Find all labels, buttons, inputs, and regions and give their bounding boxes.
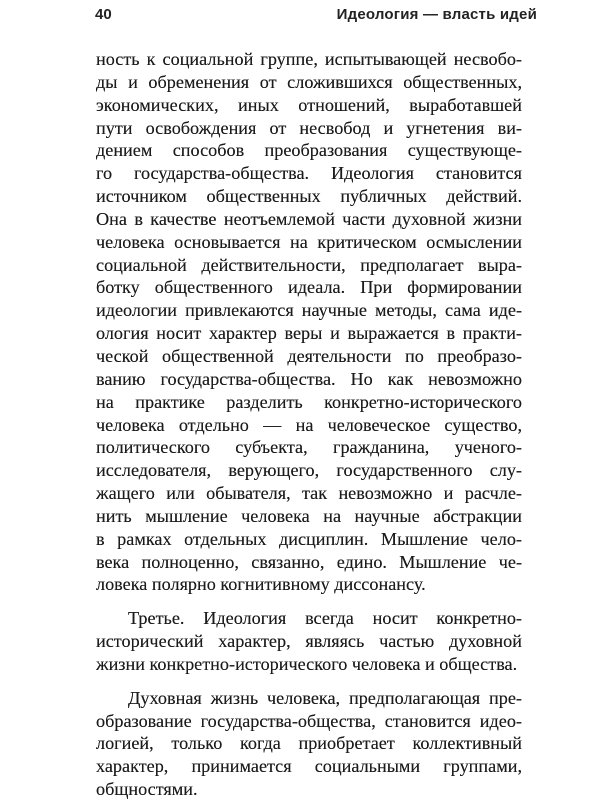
- text-line: человека отдельно — на человеческое существо,: [96, 414, 522, 435]
- text-line: Духовная жизнь человека, предполагающая пре-: [128, 687, 522, 708]
- text-line: ловека полярно когнитивному диссонансу.: [96, 574, 426, 595]
- text-line: го государства-общества. Идеология становится: [96, 163, 522, 184]
- text-line: характер, принимается социальными группами,: [96, 756, 522, 777]
- text-line: нить мышление человека на научные абстракции: [96, 505, 522, 526]
- text-line: образование государства-общества, становится идео-: [96, 710, 522, 731]
- text-line: жизни конкретно-исторического человека и общества.: [96, 653, 518, 674]
- text-line: исторический характер, являясь частью духовной: [96, 631, 522, 652]
- text-line: социальной действительности, предполагает выра-: [96, 254, 522, 275]
- text-line: ванию государства-общества. Но как невозможно: [96, 368, 522, 389]
- text-line: логией, только когда приобретает коллективный: [96, 733, 522, 754]
- paragraph-2: [96, 607, 522, 676]
- text-line: в рамках отдельных дисциплин. Мышление чело-: [96, 528, 522, 549]
- page-number: 40: [95, 6, 112, 23]
- text-line: Она в качестве неотъемлемой части духовной жизни: [96, 208, 522, 229]
- text-line: пути освобождения от несвобод и угнетения ви-: [96, 117, 522, 138]
- text-line: источником общественных публичных действий.: [96, 186, 522, 207]
- text-line: ды и обременения от сложившихся общественных,: [96, 71, 522, 92]
- text-line: общностями.: [96, 779, 198, 800]
- running-head: Идеология — власть идей: [336, 6, 537, 23]
- paragraph-1: [96, 48, 522, 596]
- text-line: политического субъекта, гражданина, ученого-: [96, 437, 522, 458]
- paragraph-3: [96, 687, 522, 801]
- text-line: Третье. Идеология всегда носит конкретно-: [128, 608, 522, 629]
- text-line: ность к социальной группе, испытывающей несвобо-: [96, 49, 522, 69]
- text-line: на практике разделить конкретно-исторического: [96, 391, 522, 412]
- text-line: жащего или обывателя, так невозможно и расчле-: [96, 483, 522, 504]
- text-line: дением способов преобразования существующе-: [96, 140, 522, 161]
- text-line: человека основывается на критическом осмыслении: [96, 231, 522, 252]
- page-header: [95, 6, 537, 30]
- text-line: ческой общественной деятельности по преобразо-: [96, 345, 522, 366]
- body-text: [96, 48, 522, 801]
- text-line: века полноценно, связанно, едино. Мышление че-: [96, 551, 522, 572]
- text-line: ботку общественного идеала. При формировании: [96, 277, 522, 298]
- text-line: экономических, иных отношений, выработавшей: [96, 94, 522, 115]
- text-line: ология носит характер веры и выражается в практи-: [96, 323, 522, 344]
- text-line: исследователя, верующего, государственного слу-: [96, 460, 522, 481]
- text-line: идеологии привлекаются научные методы, сама иде-: [96, 300, 522, 321]
